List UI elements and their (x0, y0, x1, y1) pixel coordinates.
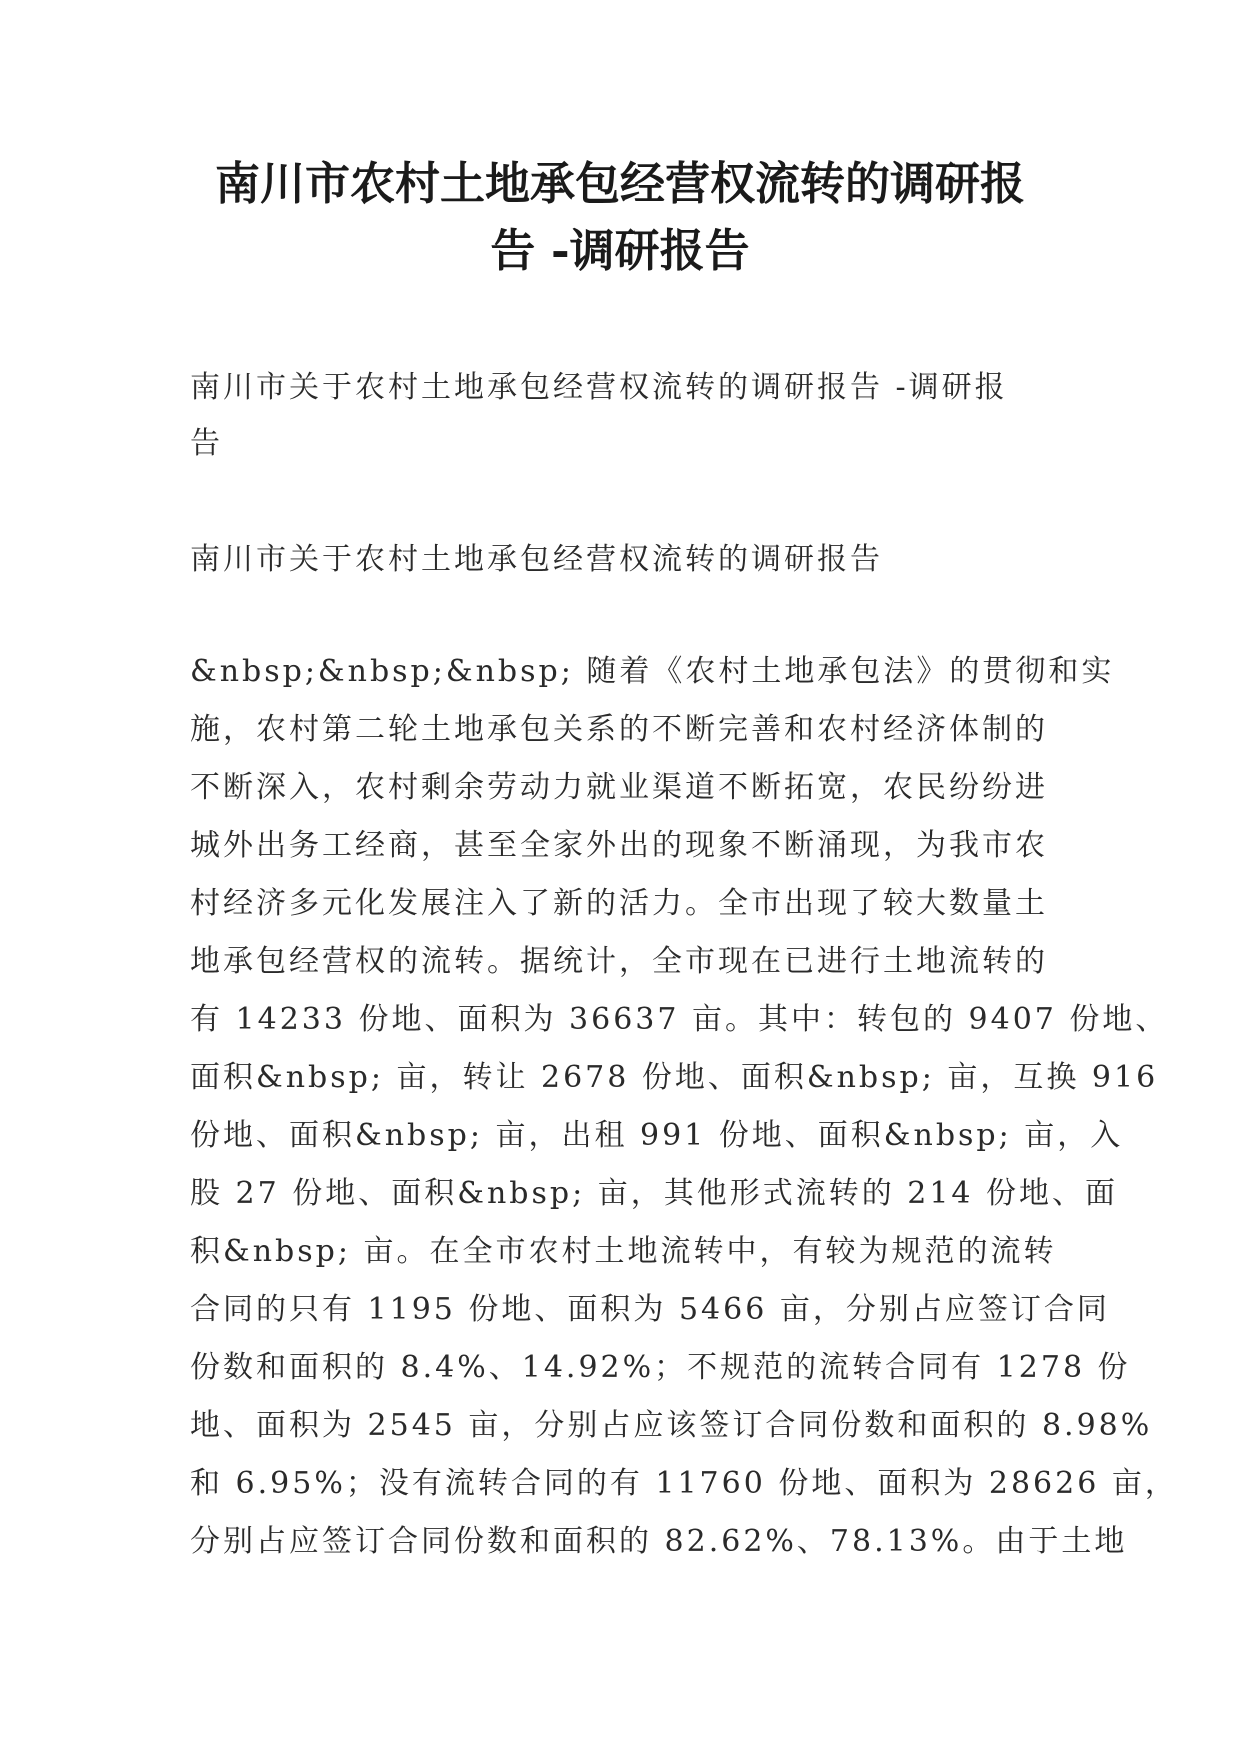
paragraph-line: 村经济多元化发展注入了新的活力。全市出现了较大数量土 (190, 886, 1048, 921)
subtitle-line: 告 (190, 426, 223, 461)
document-title (150, 150, 1090, 284)
paragraph-line: 施，农村第二轮土地承包关系的不断完善和农村经济体制的 (190, 712, 1048, 747)
paragraph-line: 有 14233 份地、面积为 36637 亩。其中：转包的 9407 份地、 (190, 1002, 1169, 1037)
paragraph-line: 份地、面积&nbsp; 亩，出租 991 份地、面积&nbsp; 亩，入 (190, 1118, 1124, 1153)
paragraph-line: 份数和面积的 8.4%、14.92%；不规范的流转合同有 1278 份 (190, 1350, 1131, 1385)
document-subtitle (190, 360, 1060, 472)
paragraph-line: 不断深入，农村剩余劳动力就业渠道不断拓宽，农民纷纷进 (190, 770, 1048, 805)
paragraph-line: 和 6.95%；没有流转合同的有 11760 份地、面积为 28626 亩， (190, 1466, 1178, 1501)
title-line: 告 -调研报告 (490, 224, 750, 277)
title-line: 南川市农村土地承包经营权流转的调研报 (214, 157, 1025, 210)
subtitle-line: 南川市关于农村土地承包经营权流转的调研报告 -调研报 (190, 370, 1008, 405)
paragraph-line: 地承包经营权的流转。据统计，全市现在已进行土地流转的 (190, 944, 1048, 979)
paragraph-line: 城外出务工经商，甚至全家外出的现象不断涌现，为我市农 (190, 828, 1048, 863)
paragraph-line: 分别占应签订合同份数和面积的 82.62%、78.13%。由于土地 (190, 1524, 1128, 1559)
paragraph-line: 积&nbsp; 亩。在全市农村土地流转中，有较为规范的流转 (190, 1234, 1057, 1269)
paragraph-line: 股 27 份地、面积&nbsp; 亩，其他形式流转的 214 份地、面 (190, 1176, 1119, 1211)
paragraph-line: &nbsp;&nbsp;&nbsp; 随着《农村土地承包法》的贯彻和实 (190, 654, 1115, 689)
paragraph-line: 合同的只有 1195 份地、面积为 5466 亩，分别占应签订合同 (190, 1292, 1110, 1327)
paragraph-line: 地、面积为 2545 亩，分别占应该签订合同份数和面积的 8.98% (190, 1408, 1153, 1443)
section-heading: 南川市关于农村土地承包经营权流转的调研报告 (190, 542, 883, 577)
body-paragraph (190, 643, 1178, 1571)
paragraph-line: 面积&nbsp; 亩，转让 2678 份地、面积&nbsp; 亩，互换 916 (190, 1060, 1159, 1095)
